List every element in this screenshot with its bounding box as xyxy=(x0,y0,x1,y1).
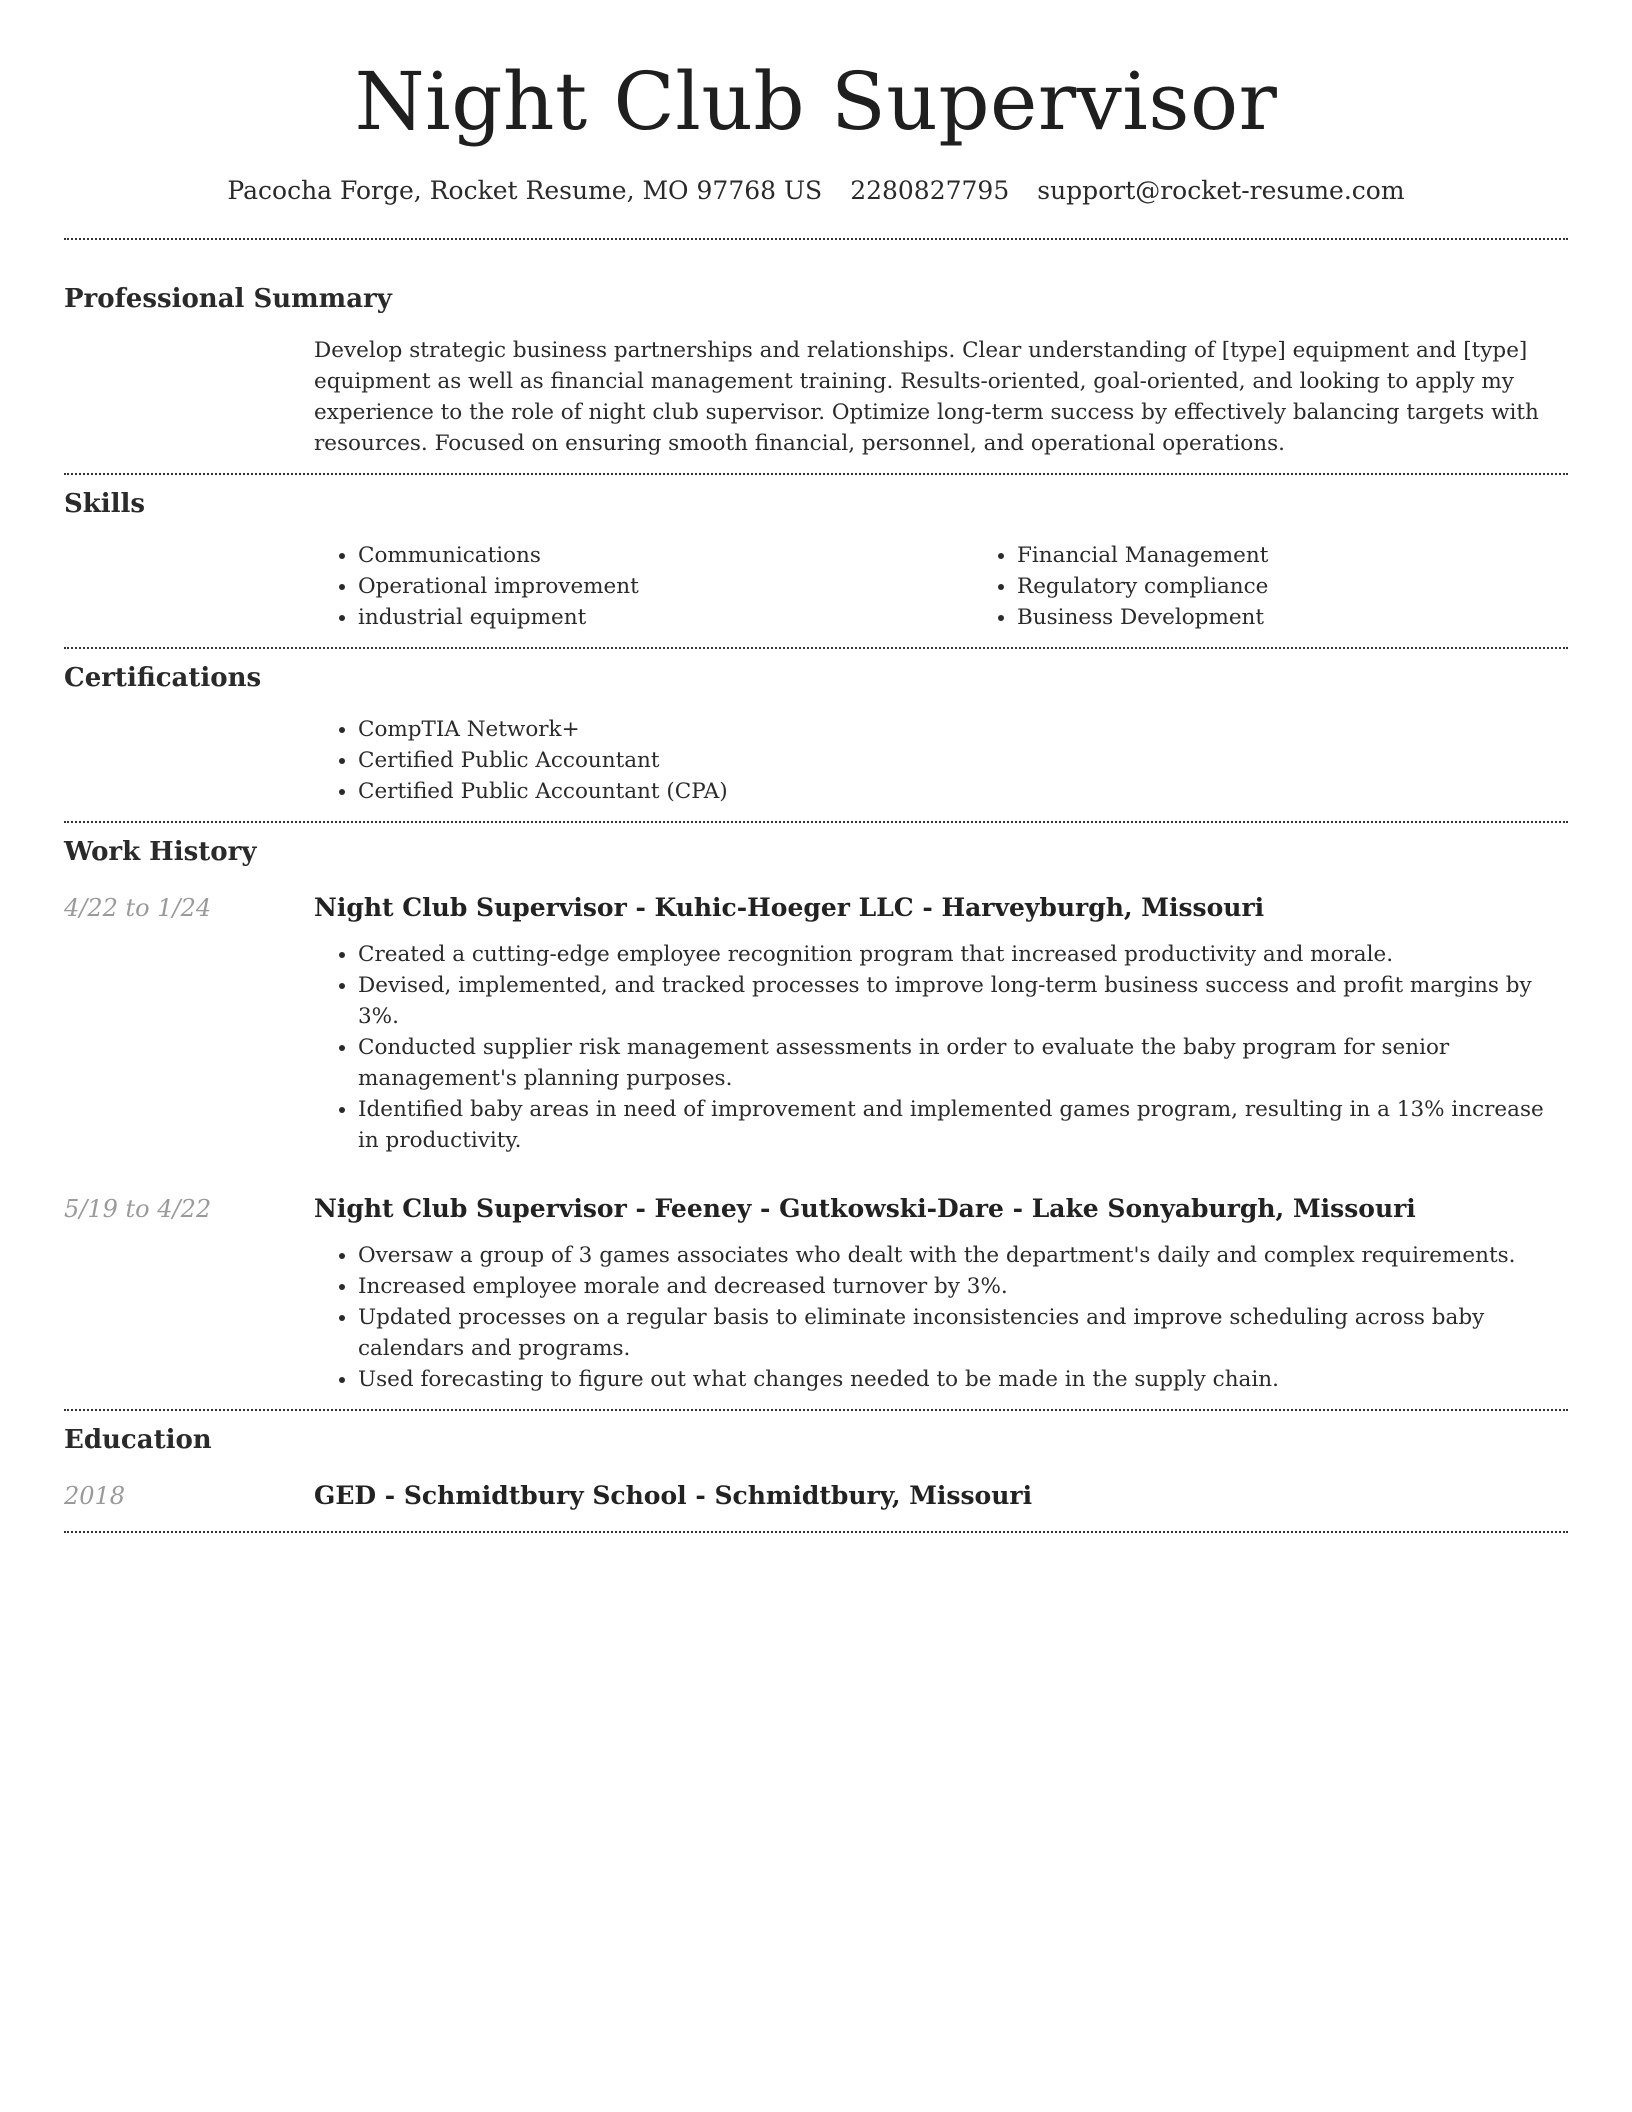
work-history-section xyxy=(64,823,1568,1395)
skills-grid xyxy=(314,540,1632,633)
education-year: 2018 xyxy=(64,1482,126,1510)
job-bullet: • Devised, implemented, and tracked processes to improve long-term business success and profit margins by 3%. xyxy=(358,970,1568,1032)
job-bullet-list xyxy=(314,939,1568,1156)
job-bullet: • Created a cutting-edge employee recognition program that increased productivity and morale. xyxy=(358,939,1568,970)
certifications-section xyxy=(64,649,1568,807)
candidate-name: Night Club Supervisor xyxy=(354,55,1278,148)
contact-email: support@rocket-resume.com xyxy=(1037,176,1405,205)
summary-section xyxy=(64,240,1568,459)
contact-address: Pacocha Forge, Rocket Resume, MO 97768 US xyxy=(227,176,823,205)
job-heading: Night Club Supervisor - Feeney - Gutkowski-Dare - Lake Sonyaburgh, Missouri xyxy=(314,1194,1416,1223)
job-entry xyxy=(64,891,1568,1156)
certification-item: • Certified Public Accountant (CPA) xyxy=(358,776,1568,807)
contact-phone: 2280827795 xyxy=(850,176,1010,205)
contact-line xyxy=(64,174,1568,208)
resume-header xyxy=(64,0,1568,208)
section-divider xyxy=(64,1531,1568,1533)
skills-title: Skills xyxy=(64,489,146,519)
job-bullet: • Updated processes on a regular basis to eliminate inconsistencies and improve scheduling across baby calendars and programs. xyxy=(358,1302,1568,1364)
work-history-title: Work History xyxy=(64,837,257,867)
skill-item: • industrial equipment xyxy=(358,602,973,633)
certification-item: • CompTIA Network+ xyxy=(358,714,1568,745)
job-bullet: • Used forecasting to figure out what changes needed to be made in the supply chain. xyxy=(358,1364,1568,1395)
job-bullet: • Increased employee morale and decreased turnover by 3%. xyxy=(358,1271,1568,1302)
skill-item: • Business Development xyxy=(1017,602,1632,633)
job-heading: Night Club Supervisor - Kuhic-Hoeger LLC - Harveyburgh, Missouri xyxy=(314,893,1265,922)
skill-item: • Operational improvement xyxy=(358,571,973,602)
job-bullet: • Identified baby areas in need of improvement and implemented games program, resulting in a 13% increase in productivity. xyxy=(358,1094,1568,1156)
certification-item: • Certified Public Accountant xyxy=(358,745,1568,776)
education-title: Education xyxy=(64,1425,212,1455)
education-section xyxy=(64,1411,1568,1513)
certifications-title: Certifications xyxy=(64,663,262,693)
education-heading: GED - Schmidtbury School - Schmidtbury, Missouri xyxy=(314,1481,1033,1510)
skill-item: • Regulatory compliance xyxy=(1017,571,1632,602)
job-dates: 4/22 to 1/24 xyxy=(64,894,212,922)
job-entry xyxy=(64,1192,1568,1395)
job-bullet-list xyxy=(314,1240,1568,1395)
job-bullet: • Oversaw a group of 3 games associates who dealt with the department's daily and complex requirements. xyxy=(358,1240,1568,1271)
certifications-list xyxy=(314,714,1568,807)
skills-section xyxy=(64,475,1568,633)
education-entry xyxy=(64,1479,1568,1513)
skill-item: • Communications xyxy=(358,540,973,571)
summary-text: Develop strategic business partnerships and relationships. Clear understanding of [type] equipment and [type] equipment as well as financial management training. Results-oriented, goal-oriented, and looking to apply my experience to the role of night club supervisor. Optimize long-term success by effectively balancing targets with resources. Focused on ensuring smooth financial, personnel, and operational operations. xyxy=(314,338,1539,456)
job-dates: 5/19 to 4/22 xyxy=(64,1195,212,1223)
skills-list-left xyxy=(314,540,973,633)
summary-title: Professional Summary xyxy=(64,284,392,314)
job-bullet: • Conducted supplier risk management assessments in order to evaluate the baby program for senior management's planning purposes. xyxy=(358,1032,1568,1094)
skill-item: • Financial Management xyxy=(1017,540,1632,571)
skills-list-right xyxy=(973,540,1632,633)
